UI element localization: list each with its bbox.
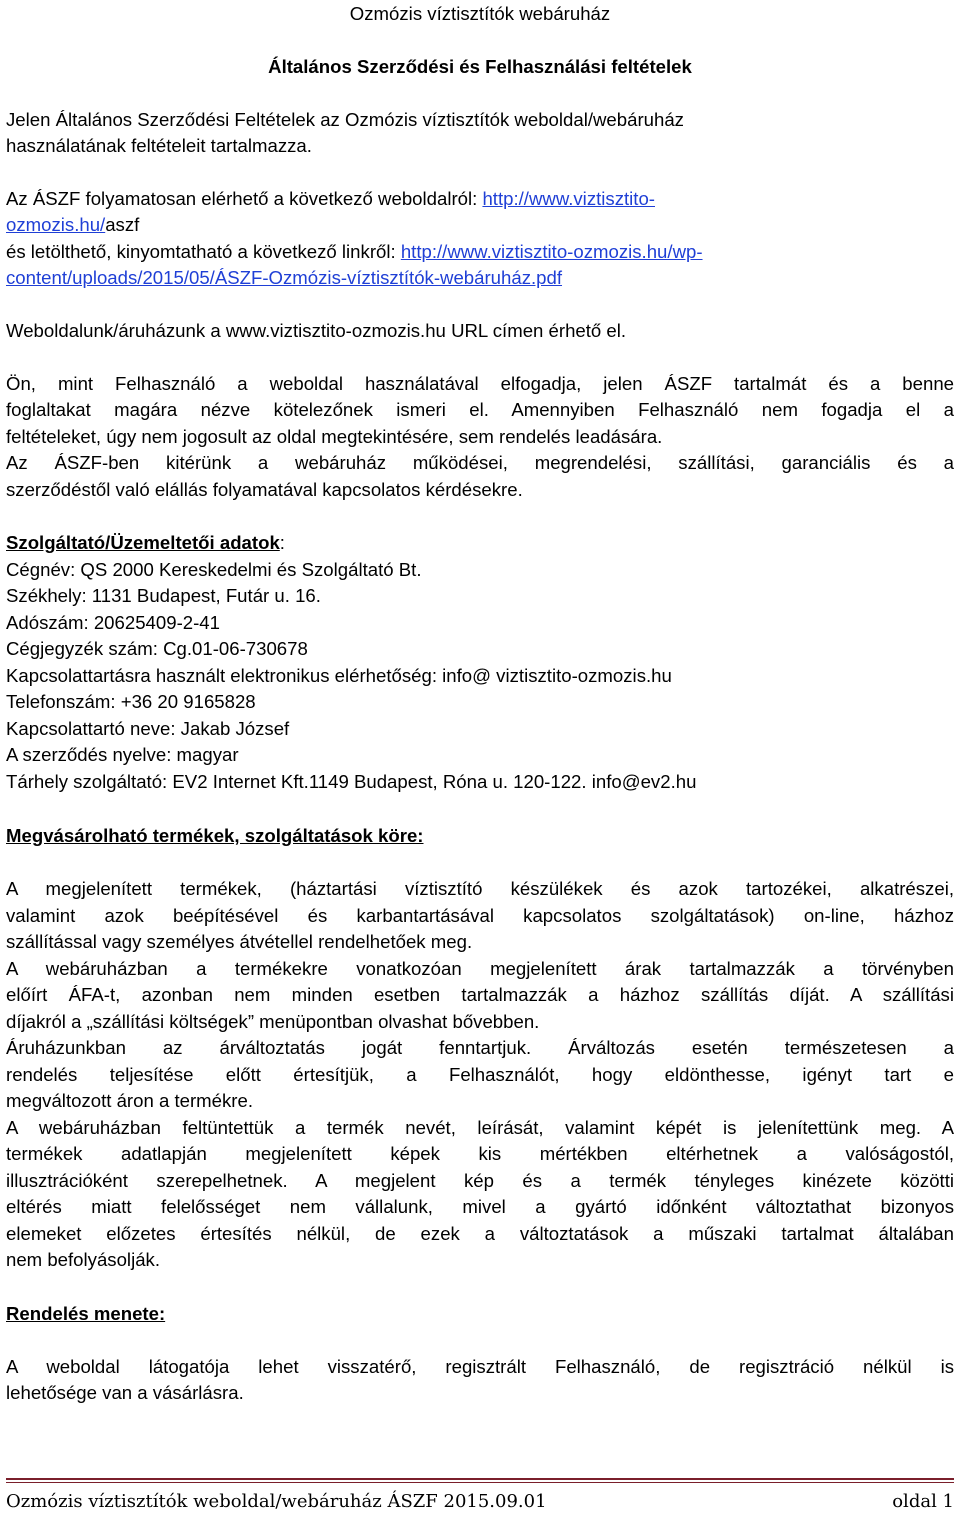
provider-heading	[6, 530, 285, 556]
download-text: és letölthető, kinyomtatható a következő linkről:	[6, 241, 401, 262]
pdf-download-link[interactable]: http://www.viztisztito-ozmozis.hu/wp-	[400, 241, 703, 262]
products-line: valamint azok beépítésével és karbantartásával kapcsolatos szolgáltatások) on-line, házhoz	[6, 905, 954, 926]
acceptance-line: szerződéstől való elállás folyamatával kapcsolatos kérdésekre.	[6, 479, 523, 500]
pdf-download-link[interactable]: content/uploads/2015/05/ÁSZF-Ozmózis-víztisztítók-webáruház.pdf	[6, 267, 563, 288]
products-line: illusztrációként szerepelhetnek. A megjelent kép és a termék tényleges kinézete közötti	[6, 1170, 954, 1191]
provider-registry: Cégjegyzék szám: Cg.01-06-730678	[6, 638, 308, 659]
acceptance-line: Ön, mint Felhasználó a weboldal használatával elfogadja, jelen ÁSZF tartalmát és a benne	[6, 373, 954, 394]
provider-seat: Székhely: 1131 Budapest, Futár u. 16.	[6, 585, 321, 606]
provider-company: Cégnév: QS 2000 Kereskedelmi és Szolgáltató Bt.	[6, 559, 422, 580]
ordering-heading: Rendelés menete:	[6, 1303, 166, 1324]
provider-email: Kapcsolattartásra használt elektronikus elérhetőség: info@ viztisztito-ozmozis.hu	[6, 665, 672, 686]
provider-heading-colon: :	[279, 532, 285, 553]
ordering-line: A weboldal látogatója lehet visszatérő, regisztrált Felhasználó, de regisztráció nélkül is	[6, 1356, 954, 1377]
provider-tax-number: Adószám: 20625409-2-41	[6, 612, 220, 633]
provider-contact: Kapcsolattartó neve: Jakab József	[6, 718, 290, 739]
footer-divider	[6, 1478, 954, 1480]
products-line: rendelés teljesítése előtt értesítjük, a Felhasználót, hogy eldönthesse, igényt tart e	[6, 1064, 954, 1085]
availability-line	[6, 212, 139, 238]
provider-heading-text: Szolgáltató/Üzemeltetői adatok	[6, 532, 280, 553]
intro-line: használatának feltételeit tartalmazza.	[6, 135, 312, 156]
acceptance-line: Az ÁSZF-ben kitérünk a webáruház működései, megrendelési, szállítási, garanciális és a	[6, 452, 954, 473]
acceptance-line: feltételeket, úgy nem jogosult az oldal megtekintésére, sem rendelés leadására.	[6, 426, 663, 447]
url-line: Weboldalunk/áruházunk a www.viztisztito-ozmozis.hu URL címen érhető el.	[6, 320, 627, 341]
products-line: szállítással vagy személyes átvétellel rendelhetőek meg.	[6, 931, 473, 952]
products-line: A megjelenített termékek, (háztartási víztisztító készülékek és azok tartozékei, alkatrészei,	[6, 878, 954, 899]
aszf-page-link[interactable]: http://www.viztisztito-	[482, 188, 655, 209]
availability-text: aszf	[105, 214, 140, 235]
document-title: Általános Szerződési és Felhasználási feltételek	[268, 56, 692, 77]
download-line	[6, 265, 562, 291]
products-line: eltérés miatt felelősséget nem vállalunk, mivel a gyártó időnként változtathat bizonyos	[6, 1196, 954, 1217]
ordering-line: lehetősége van a vásárlásra.	[6, 1382, 244, 1403]
download-line	[6, 239, 703, 265]
products-line: termékek adatlapján megjelenített képek kis mértékben eltérhetnek a valóságostól,	[6, 1143, 954, 1164]
footer-page-number: oldal 1	[892, 1491, 954, 1512]
availability-line	[6, 186, 655, 212]
acceptance-line: foglaltakat magára nézve kötelezőnek ismeri el. Amennyiben Felhasználó nem fogadja el a	[6, 399, 954, 420]
products-line: megváltozott áron a termékre.	[6, 1090, 253, 1111]
products-line: elemeket előzetes értesítés nélkül, de ezek a változtatások a műszaki tartalmat általában	[6, 1223, 954, 1244]
availability-text: Az ÁSZF folyamatosan elérhető a következő weboldalról:	[6, 188, 483, 209]
provider-hosting: Tárhely szolgáltató: EV2 Internet Kft.1149 Budapest, Róna u. 120-122. info@ev2.hu	[6, 771, 697, 792]
products-line: A webáruházban feltüntettük a termék nevét, leírását, valamint képét is jelenítettünk meg. A	[6, 1117, 954, 1138]
products-line: Áruházunkban az árváltoztatás jogát fenntartjuk. Árváltozás esetén természetesen a	[6, 1037, 954, 1058]
products-line: nem befolyásolják.	[6, 1249, 160, 1270]
products-line: A webáruházban a termékekre vonatkozóan megjelenített árak tartalmazzák a törvényben	[6, 958, 954, 979]
provider-phone: Telefonszám: +36 20 9165828	[6, 691, 256, 712]
products-line: díjakról a „szállítási költségek” menüpontban olvashat bővebben.	[6, 1011, 540, 1032]
products-heading: Megvásárolható termékek, szolgáltatások köre:	[6, 825, 424, 846]
footer-document-id: Ozmózis víztisztítók weboldal/webáruház ÁSZF 2015.09.01	[6, 1491, 547, 1512]
footer-divider	[6, 1482, 954, 1483]
aszf-page-link[interactable]: ozmozis.hu/	[6, 214, 106, 235]
provider-language: A szerződés nyelve: magyar	[6, 744, 239, 765]
intro-line: Jelen Általános Szerződési Feltételek az Ozmózis víztisztítók weboldal/webáruház	[6, 109, 684, 130]
products-line: előírt ÁFA-t, azonban nem minden esetben tartalmazzák a házhoz szállítás díját. A szállítási	[6, 984, 954, 1005]
site-title: Ozmózis víztisztítók webáruház	[349, 3, 611, 24]
